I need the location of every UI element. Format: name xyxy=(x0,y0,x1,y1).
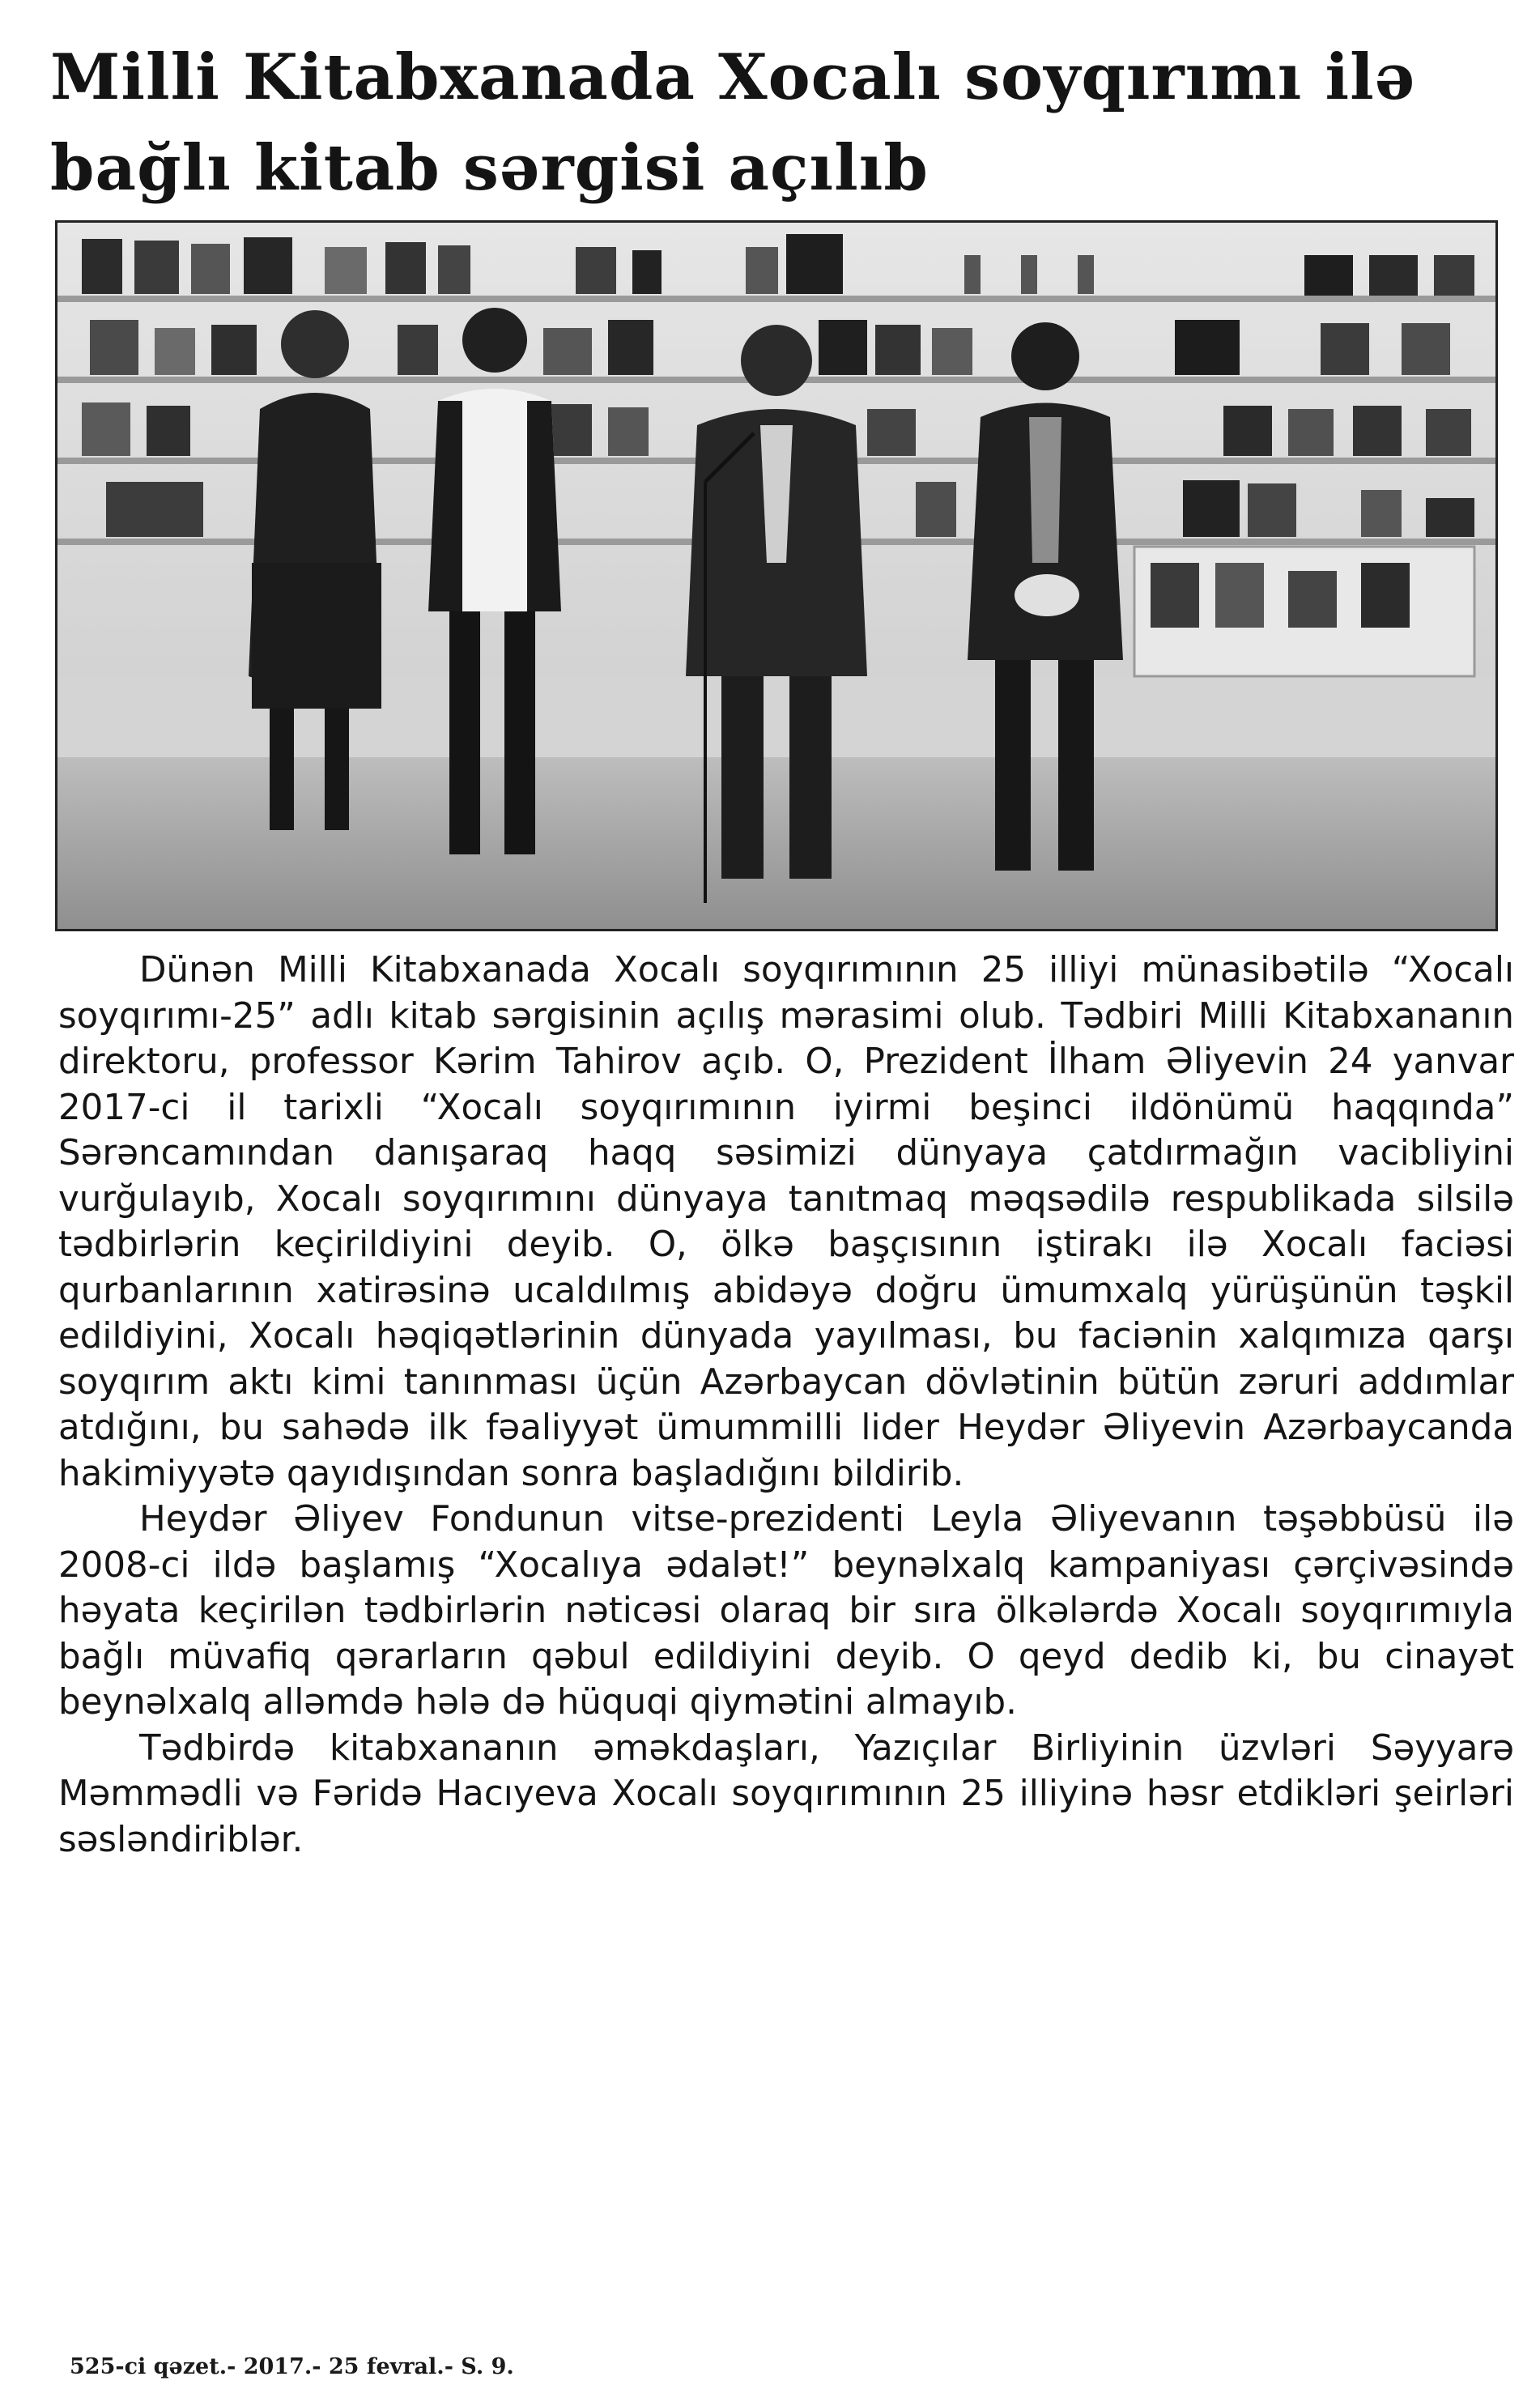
article-paragraph-2: Heydər Əliyev Fondunun vitse-prezidenti Leyla Əliyevanın təşəbbüsü ilə 2008-ci ildə başlamış “Xocalıya ədalət!” beynəlxalq kampaniyası çərçivəsində həyata keçirilən tədbirlərin nəticəsi olaraq bir sıra ölkələrdə Xocalı soyqırımıyla bağlı müvafiq qərarların qəbul edildiyini deyib. O qeyd dedib ki, bu cinayət beynəlxalq alləmdə hələ də hüquqi qiymətini almayıb. xyxy=(58,1499,1514,1723)
headline xyxy=(50,32,1491,214)
headline-line-2: bağlı kitab sərgisi açılıb xyxy=(50,131,929,205)
exhibition-photo-illustration xyxy=(57,223,1495,929)
article-paragraph-3: Tədbirdə kitabxananın əməkdaşları, Yazıçılar Birliyinin üzvləri Səyyarə Məmmədli və Fəridə Hacıyeva Xocalı soyqırımının 25 illiyinə həsr etdikləri şeirləri səsləndiriblər. xyxy=(58,1727,1514,1860)
article-body xyxy=(58,948,1514,1863)
headline-line-1: Milli Kitabxanada Xocalı soyqırımı ilə xyxy=(50,40,1416,114)
article-paragraph-1: Dünən Milli Kitabxanada Xocalı soyqırımının 25 illiyi münasibətilə “Xocalı soyqırımı-25” adlı kitab sərgisinin açılış mərasimi olub. Tədbiri Milli Kitabxananın direktoru, professor Kərim Tahirov açıb. O, Prezident İlham Əliyevin 24 yanvar 2017-ci il tarixli “Xocalı soyqırımının iyirmi beşinci ildönümü haqqında” Sərəncamından danışaraq haqq səsimizi dünyaya çatdırmağın vacibliyini vurğulayıb, Xocalı soyqırımını dünyaya tanıtmaq məqsədilə respublikada silsilə tədbirlərin keçirildiyini deyib. O, ölkə başçısının iştirakı ilə Xocalı faciəsi qurbanlarının xatirəsinə ucaldılmış abidəyə doğru ümumxalq yürüşünün təşkil edildiyini, Xocalı həqiqətlərinin dünyada yayılması, bu faciənin xalqımıza qarşı soyqırım aktı kimi tanınması üçün Azərbaycan dövlətinin bütün zəruri addımlar atdığını, bu sahədə ilk fəaliyyət ümummilli lider Heydər Əliyevin Azərbaycanda hakimiyyətə qayıdışından sonra başladığını bildirib. xyxy=(58,950,1514,1494)
source-citation: 525-ci qəzet.- 2017.- 25 fevral.- S. 9. xyxy=(70,2354,514,2379)
exhibition-photo xyxy=(55,220,1498,931)
